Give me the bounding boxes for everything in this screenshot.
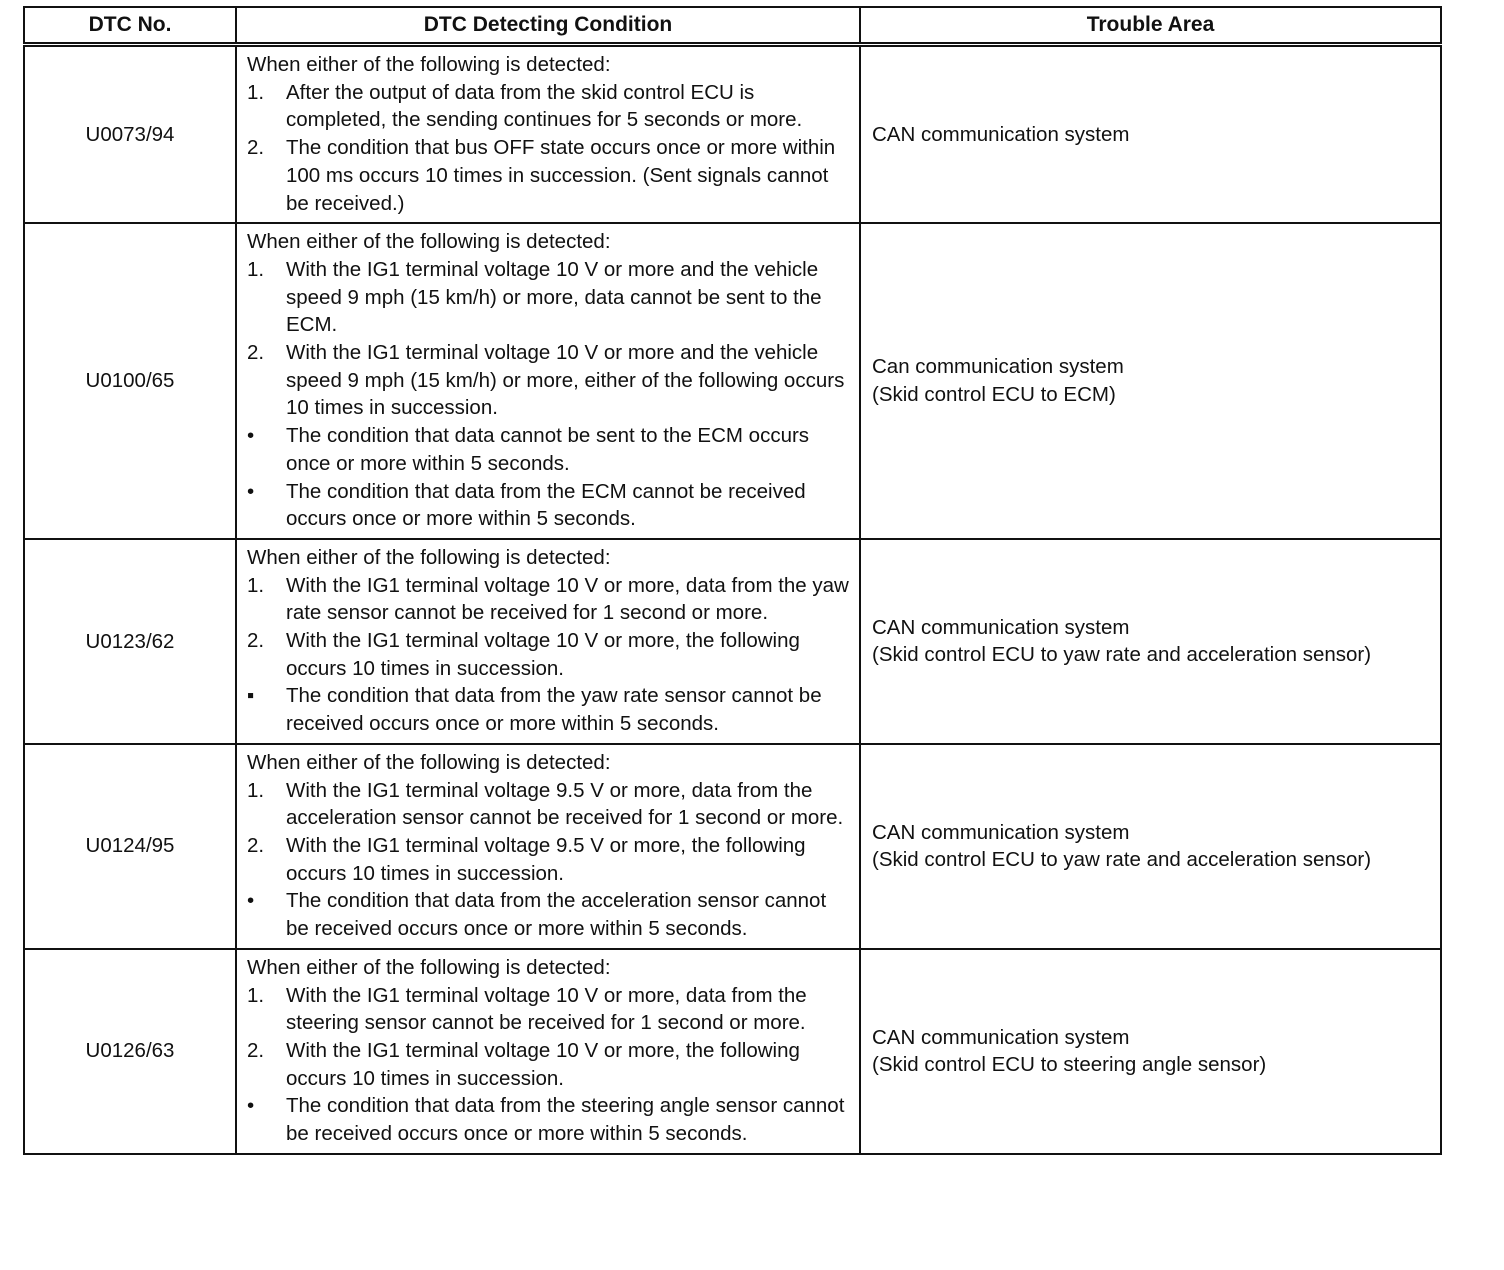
trouble-area-cell	[860, 223, 1441, 539]
condition-intro: When either of the following is detected:	[247, 955, 611, 979]
table-row	[24, 744, 1441, 949]
condition-item-text: With the IG1 terminal voltage 10 V or more, the following occurs 10 times in succession.	[286, 1038, 800, 1090]
condition-item-marker: 2.	[247, 629, 265, 653]
condition-item-text: The condition that bus OFF state occurs once or more within 100 ms occurs 10 times in succession. (Sent signals cannot be received.)	[286, 136, 836, 215]
condition-intro: When either of the following is detected:	[247, 750, 611, 774]
condition-item-marker: 2.	[247, 1038, 265, 1062]
condition-item	[247, 256, 851, 339]
condition-item-marker: •	[247, 424, 255, 448]
table-row	[24, 45, 1441, 224]
condition-item	[247, 1092, 851, 1147]
condition-item	[247, 627, 851, 682]
condition-item-text: The condition that data from the steering angle sensor cannot be received occurs once or more within 5 seconds.	[286, 1094, 845, 1146]
trouble-area-line: (Skid control ECU to yaw rate and acceleration sensor)	[872, 643, 1372, 667]
condition-item-marker: 2.	[247, 136, 265, 160]
condition-cell	[236, 949, 860, 1154]
condition-item-marker: 1.	[247, 778, 265, 802]
header-dtc-no: DTC No.	[24, 7, 236, 45]
header-trouble-area: Trouble Area	[860, 7, 1441, 45]
trouble-area-line: CAN communication system	[872, 1025, 1130, 1049]
dtc-code-cell: U0073/94	[24, 45, 236, 224]
condition-item-text: With the IG1 terminal voltage 9.5 V or more, data from the acceleration sensor cannot be received for 1 second or more.	[286, 778, 844, 830]
condition-item-marker: •	[247, 889, 255, 913]
trouble-area-line: (Skid control ECU to yaw rate and acceleration sensor)	[872, 848, 1372, 872]
condition-item	[247, 982, 851, 1037]
condition-item-marker: ▪	[247, 684, 255, 708]
condition-item-text: The condition that data from the ECM cannot be received occurs once or more within 5 seconds.	[286, 479, 806, 531]
condition-item-text: The condition that data cannot be sent to the ECM occurs once or more within 5 seconds.	[286, 424, 810, 475]
condition-item	[247, 478, 851, 533]
trouble-area-cell	[860, 539, 1441, 744]
table-row	[24, 539, 1441, 744]
condition-cell	[236, 45, 860, 224]
trouble-area-line: CAN communication system	[872, 122, 1130, 146]
condition-item-text: With the IG1 terminal voltage 10 V or more, data from the yaw rate sensor cannot be received for 1 second or more.	[286, 573, 849, 625]
condition-cell	[236, 539, 860, 744]
condition-item-text: The condition that data from the yaw rate sensor cannot be received occurs once or more within 5 seconds.	[286, 684, 822, 736]
condition-item-marker: 2.	[247, 341, 265, 365]
dtc-code-cell: U0100/65	[24, 223, 236, 539]
header-condition: DTC Detecting Condition	[236, 7, 860, 45]
condition-intro: When either of the following is detected:	[247, 53, 611, 76]
condition-item-text: With the IG1 terminal voltage 10 V or more, the following occurs 10 times in succession.	[286, 629, 800, 680]
condition-item	[247, 134, 851, 217]
trouble-area-line: Can communication system	[872, 355, 1124, 379]
condition-item-marker: •	[247, 1094, 255, 1118]
table-row	[24, 949, 1441, 1154]
condition-intro: When either of the following is detected:	[247, 545, 611, 569]
condition-item	[247, 832, 851, 887]
condition-item-text: With the IG1 terminal voltage 10 V or more and the vehicle speed 9 mph (15 km/h) or more, either of the following occurs 10 times in succession.	[286, 341, 845, 420]
trouble-area-cell	[860, 744, 1441, 949]
condition-item-marker: 1.	[247, 573, 265, 597]
trouble-area-line: CAN communication system	[872, 820, 1130, 844]
condition-item	[247, 1037, 851, 1092]
header-row	[24, 7, 1441, 45]
trouble-area-cell	[860, 45, 1441, 224]
trouble-area-line: CAN communication system	[872, 615, 1130, 639]
dtc-table	[23, 6, 1442, 1155]
condition-item-text: After the output of data from the skid control ECU is completed, the sending continues for 5 seconds or more.	[286, 80, 803, 132]
table-row	[24, 223, 1441, 539]
dtc-code-cell: U0123/62	[24, 539, 236, 744]
condition-item	[247, 79, 851, 134]
condition-item-marker: 1.	[247, 983, 265, 1007]
condition-item-text: With the IG1 terminal voltage 10 V or more and the vehicle speed 9 mph (15 km/h) or more, data cannot be sent to the ECM.	[286, 257, 822, 337]
condition-intro: When either of the following is detected:	[247, 230, 611, 254]
condition-item-marker: 1.	[247, 80, 265, 104]
condition-cell	[236, 744, 860, 949]
condition-item-marker: 1.	[247, 257, 265, 281]
dtc-code-cell: U0126/63	[24, 949, 236, 1154]
condition-item-text: With the IG1 terminal voltage 9.5 V or more, the following occurs 10 times in succession.	[286, 833, 806, 885]
dtc-code-cell: U0124/95	[24, 744, 236, 949]
condition-cell	[236, 223, 860, 539]
condition-item	[247, 777, 851, 832]
condition-item	[247, 572, 851, 627]
condition-item-marker: 2.	[247, 833, 265, 857]
trouble-area-cell	[860, 949, 1441, 1154]
trouble-area-line: (Skid control ECU to ECM)	[872, 383, 1116, 407]
trouble-area-line: (Skid control ECU to steering angle sensor)	[872, 1053, 1267, 1077]
condition-item	[247, 339, 851, 422]
condition-item	[247, 422, 851, 477]
condition-item-text: With the IG1 terminal voltage 10 V or more, data from the steering sensor cannot be received for 1 second or more.	[286, 983, 807, 1035]
condition-item	[247, 887, 851, 942]
table-body	[24, 45, 1441, 1154]
condition-item	[247, 682, 851, 737]
condition-item-marker: •	[247, 479, 255, 503]
condition-item-text: The condition that data from the acceleration sensor cannot be received occurs once or more within 5 seconds.	[286, 889, 827, 941]
